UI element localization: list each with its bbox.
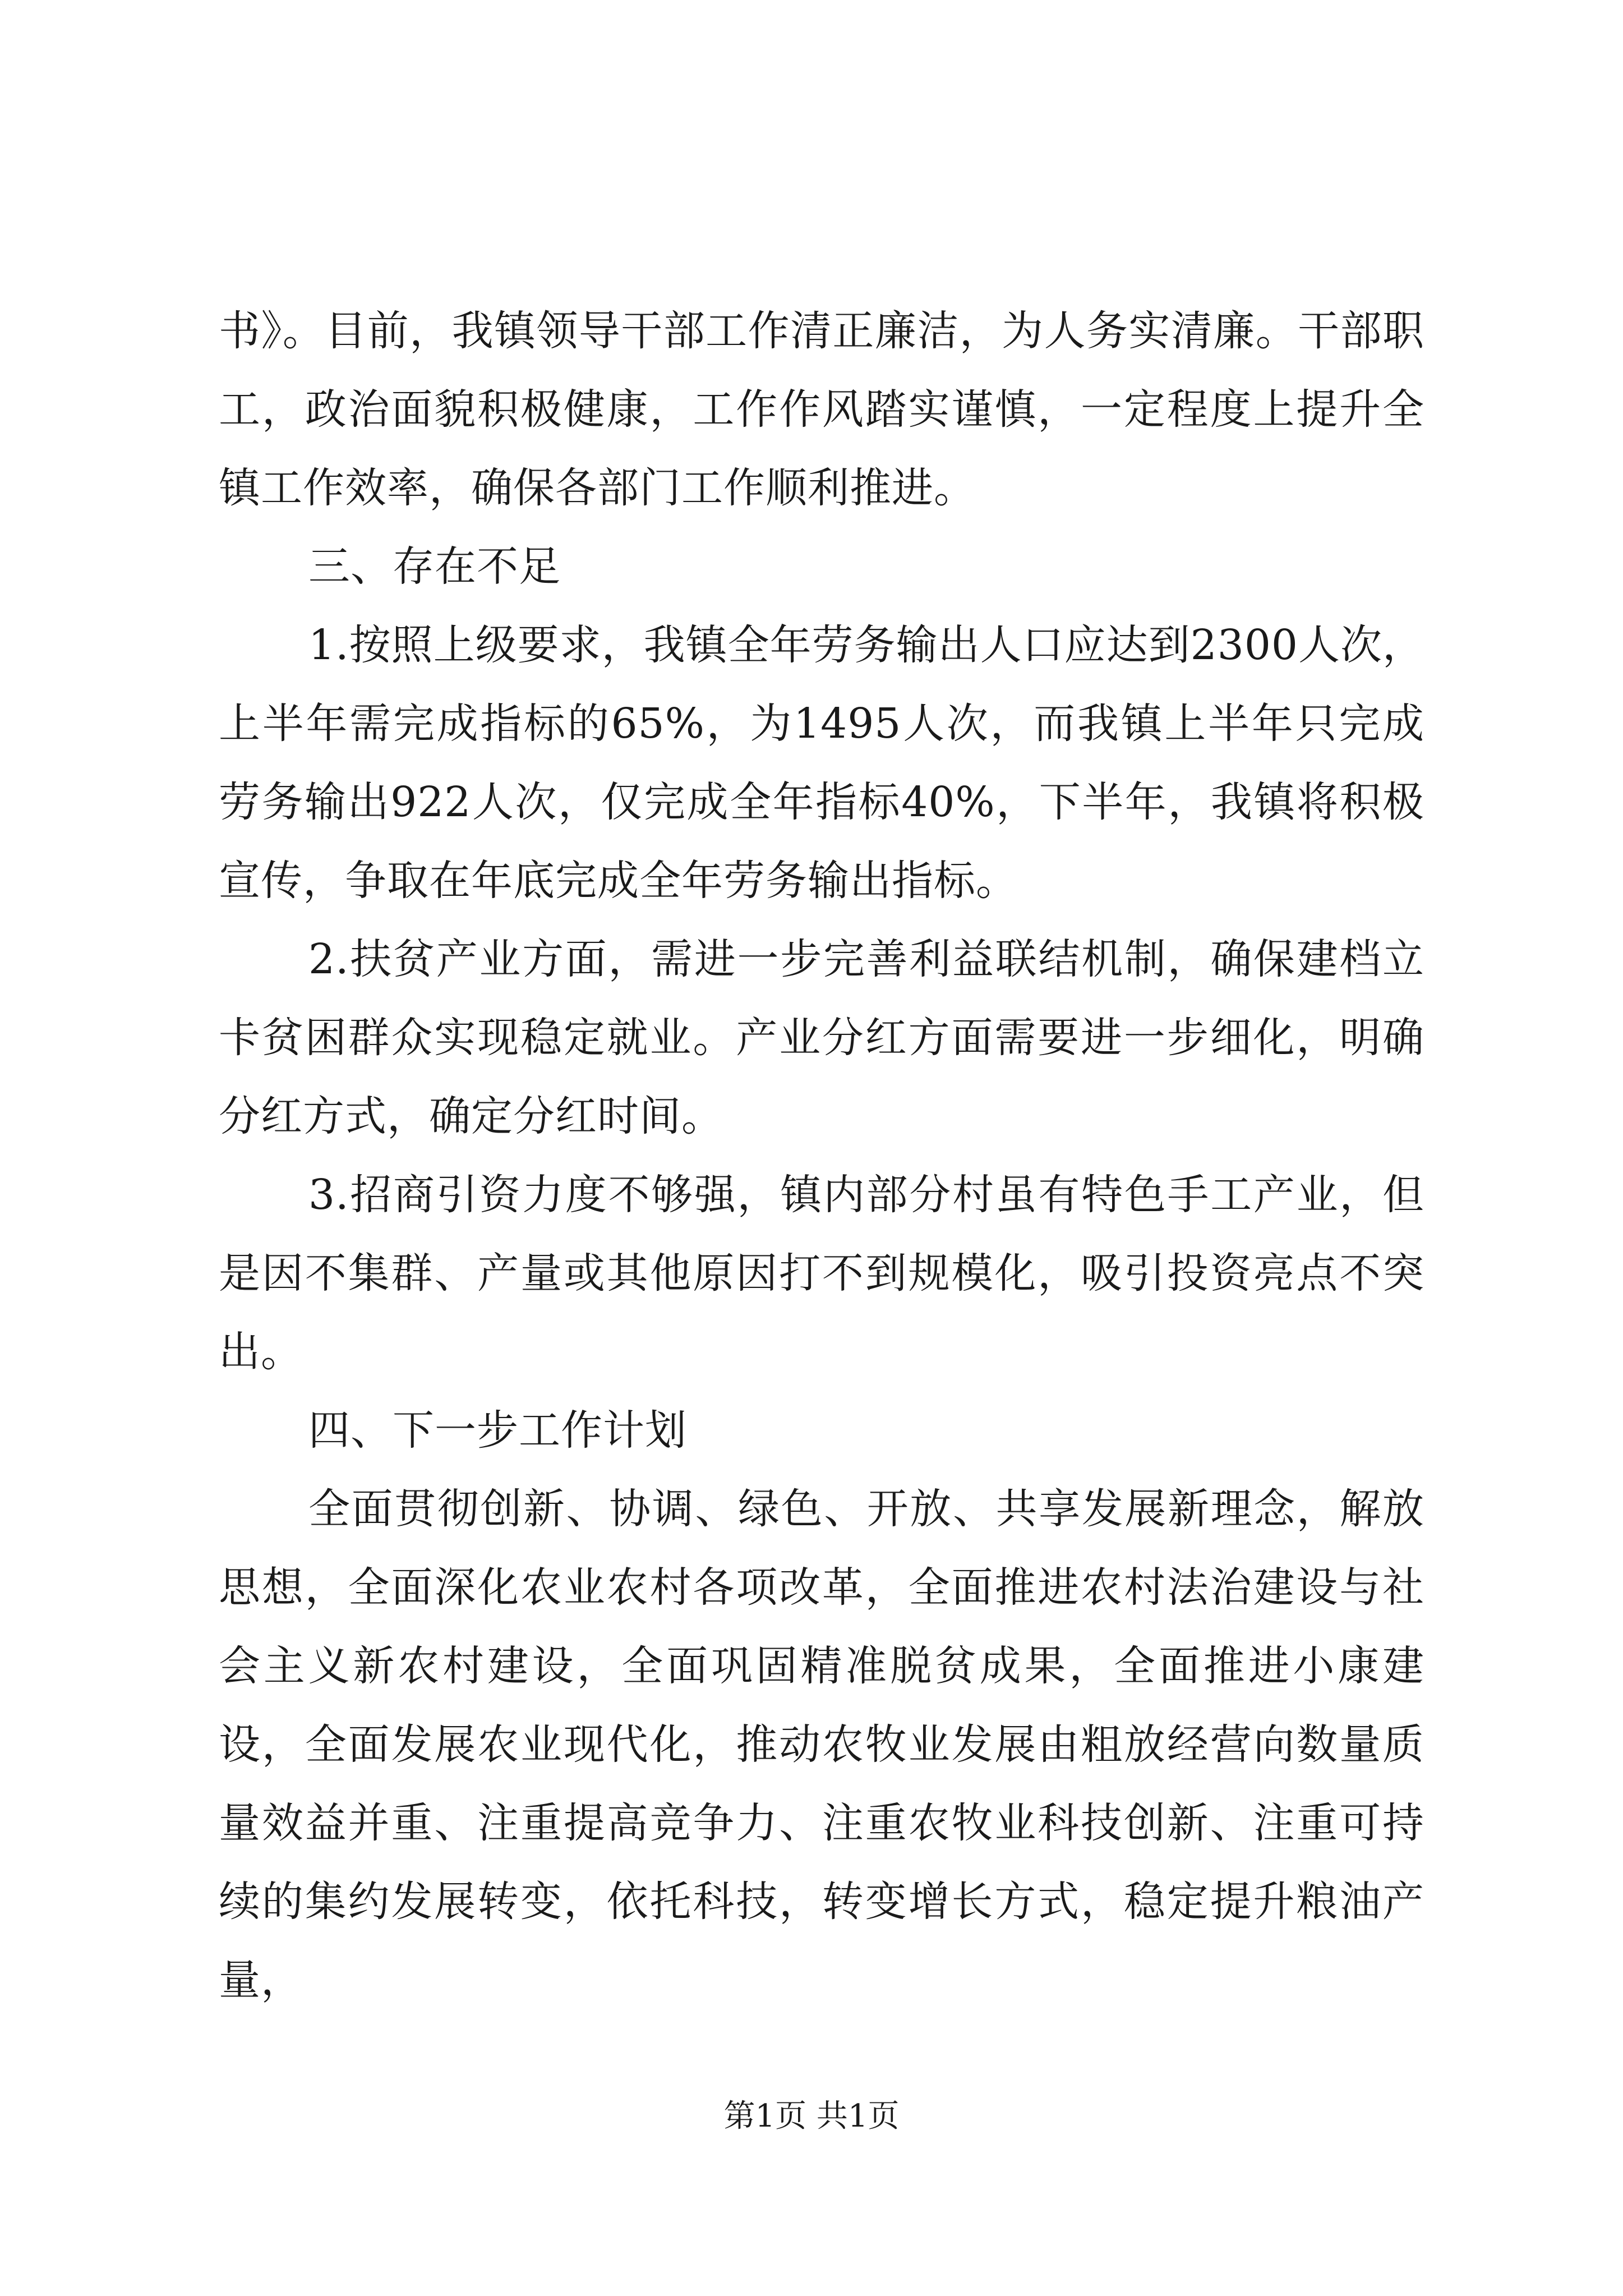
paragraph-plan: 全面贯彻创新、协调、绿色、开放、共享发展新理念，解放思想，全面深化农业农村各项改革，全面推进农村法治建设与社会主义新农村建设，全面巩固精准脱贫成果，全面推进小康建设，全面发展农业现代化，推动农牧业发展由粗放经营向数量质量效益并重、注重提高竞争力、注重农牧业科技创新、注重可持续的集约发展转变，依托科技，转变增长方式，稳定提升粮油产量， xyxy=(219,1485,1424,2004)
document-body xyxy=(219,292,1424,2019)
paragraph-item-3: 3.招商引资力度不够强，镇内部分村虽有特色手工产业，但是因不集群、产量或其他原因打不到规模化，吸引投资亮点不突出。 xyxy=(219,1171,1424,1376)
section-heading-shortcomings: 三、存在不足 xyxy=(308,542,561,591)
paragraph-continuation: 书》。目前，我镇领导干部工作清正廉洁，为人务实清廉。干部职工，政治面貌积极健康，工作作风踏实谨慎，一定程度上提升全镇工作效率，确保各部门工作顺利推进。 xyxy=(219,307,1424,512)
paragraph-item-1: 1.按照上级要求，我镇全年劳务输出人口应达到2300人次，上半年需完成指标的65%，为1495人次，而我镇上半年只完成劳务输出922人次，仅完成全年指标40%，下半年，我镇将积极宣传，争取在年底完成全年劳务输出指标。 xyxy=(219,621,1424,905)
paragraph-item-2: 2.扶贫产业方面，需进一步完善利益联结机制，确保建档立卡贫困群众实现稳定就业。产业分红方面需要进一步细化，明确分红方式，确定分红时间。 xyxy=(219,935,1424,1140)
page-footer: 第1页 共1页 xyxy=(723,2098,900,2134)
section-heading-next-plan: 四、下一步工作计划 xyxy=(308,1406,687,1455)
